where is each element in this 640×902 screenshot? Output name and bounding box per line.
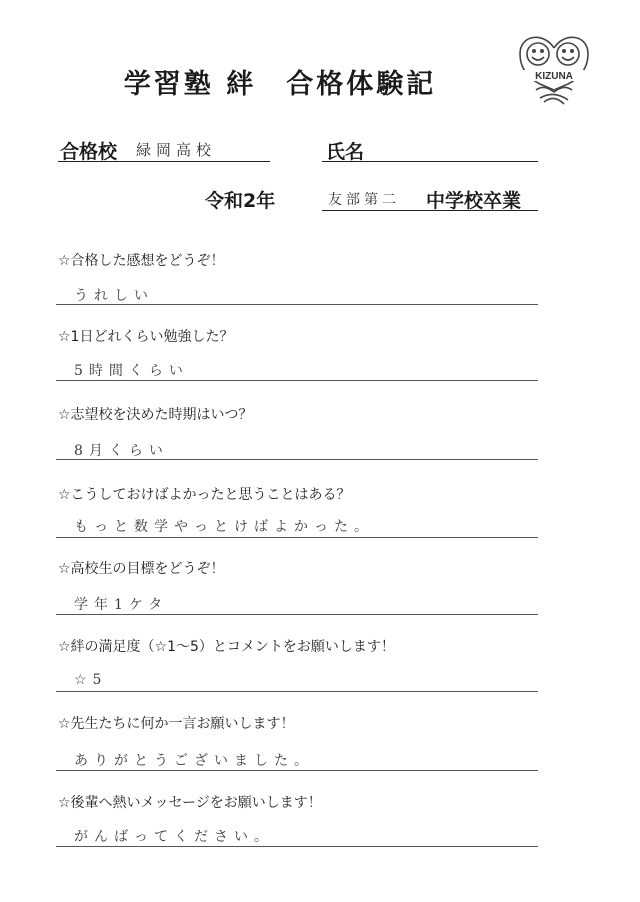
- answer-1: うれしい: [74, 288, 154, 304]
- answer-line-1: [56, 304, 538, 305]
- answer-4: もっと数学やっとけばよかった。: [74, 519, 374, 535]
- kizuna-logo: [514, 28, 594, 110]
- name-underline: [322, 161, 538, 162]
- question-6: ☆絆の満足度（☆1～5）とコメントをお願いします！: [58, 639, 395, 655]
- graduate-underline: [322, 210, 538, 211]
- answer-line-6: [56, 691, 538, 692]
- question-8: ☆後輩へ熱いメッセージをお願いします！: [58, 795, 322, 811]
- school-value: 緑岡高校: [136, 141, 217, 159]
- answer-7: ありがとうございました。: [74, 753, 314, 769]
- question-2: ☆1日どれくらい勉強した？: [58, 329, 234, 345]
- answer-2: 5時間くらい: [74, 363, 189, 379]
- junior-high-value: 友部第二: [328, 192, 400, 208]
- question-3: ☆志望校を決めた時期はいつ？: [58, 407, 253, 423]
- name-label: 氏名: [326, 141, 365, 163]
- question-5: ☆高校生の目標をどうぞ！: [58, 561, 225, 577]
- school-label: 合格校: [60, 141, 118, 163]
- answer-line-8: [56, 846, 538, 847]
- answer-6: ☆5: [74, 672, 108, 688]
- answer-line-3: [56, 459, 538, 460]
- school-underline: [58, 161, 270, 162]
- year-label: 令和2年: [205, 190, 276, 212]
- answer-5: 学年1ケタ: [74, 597, 169, 613]
- question-1: ☆合格した感想をどうぞ！: [58, 253, 225, 269]
- question-4: ☆こうしておけばよかったと思うことはある？: [58, 487, 351, 503]
- logo-text: KIZUNA: [535, 71, 573, 82]
- answer-line-5: [56, 614, 538, 615]
- page-title: 学習塾 絆 合格体験記: [123, 69, 437, 100]
- answer-line-4: [56, 537, 538, 538]
- graduate-label: 中学校卒業: [426, 190, 522, 212]
- answer-line-7: [56, 770, 538, 771]
- answer-line-2: [56, 380, 538, 381]
- answer-3: 8月くらい: [74, 443, 169, 459]
- answer-8: がんばってください。: [74, 829, 274, 845]
- question-7: ☆先生たちに何か一言お願いします！: [58, 716, 295, 732]
